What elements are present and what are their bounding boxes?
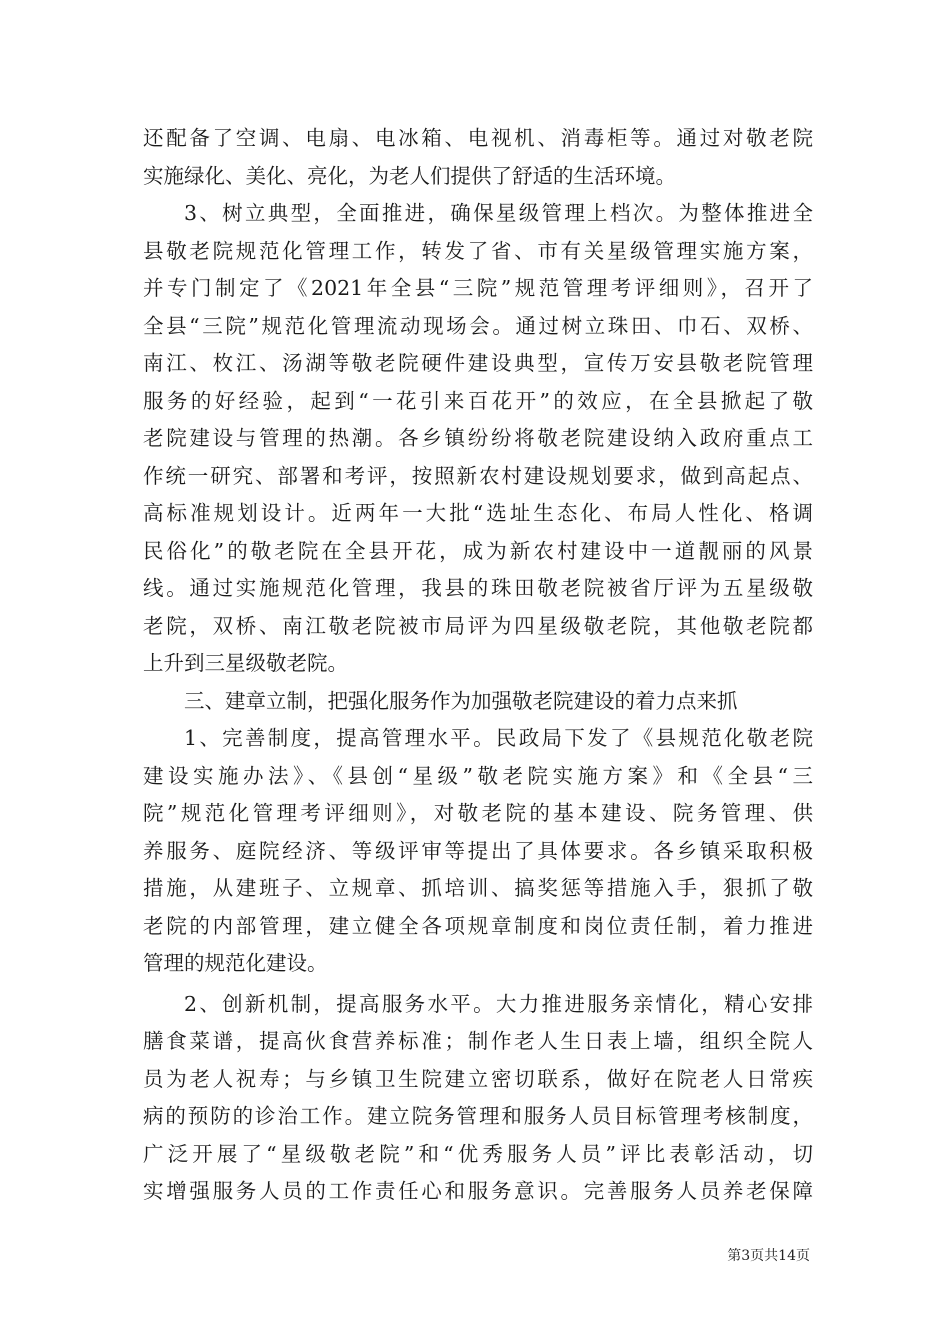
text-line: 南江、枚江、汤湖等敬老院硬件建设典型，宣传万安县敬老院管理: [143, 351, 813, 375]
text-line: 民俗化”的敬老院在全县开花，成为新农村建设中一道靓丽的风景: [143, 538, 813, 563]
text-line: 实增强服务人员的工作责任心和服务意识。完善服务人员养老保障: [143, 1179, 813, 1203]
text-line: 高标准规划设计。近两年一大批“选址生态化、布局人性化、格调: [143, 501, 813, 525]
text-line: 实施绿化、美化、亮化，为老人们提供了舒适的生活环境。: [143, 163, 676, 188]
body-text: [143, 120, 813, 1211]
text-line: 线。通过实施规范化管理，我县的珠田敬老院被省厅评为五星级敬: [143, 576, 813, 600]
text-line: 院”规范化管理考评细则》，对敬老院的基本建设、院务管理、供: [143, 801, 813, 825]
text-line: 措施，从建班子、立规章、抓培训、搞奖惩等措施入手，狠抓了敬: [143, 876, 813, 900]
text-line: 服务的好经验，起到“一花引来百花开”的效应，在全县掀起了敬: [143, 388, 813, 413]
text-line: 广泛开展了“星级敬老院”和“优秀服务人员”评比表彰活动，切: [143, 1141, 813, 1166]
text-line: 全县“三院”规范化管理流动现场会。通过树立珠田、巾石、双桥、: [143, 313, 813, 338]
text-line: 养服务、庭院经济、等级评审等提出了具体要求。各乡镇采取积极: [143, 838, 813, 863]
text-line: 作统一研究、部署和考评，按照新农村建设规划要求，做到高起点、: [143, 463, 813, 488]
text-line: 并专门制定了《2021年全县“三院”规范管理考评细则》，召开了: [143, 276, 813, 300]
text-line: 3、树立典型，全面推进，确保星级管理上档次。为整体推进全: [184, 201, 813, 225]
text-line: 1、完善制度，提高管理水平。民政局下发了《县规范化敬老院: [184, 726, 813, 750]
text-line: 老院，双桥、南江敬老院被市局评为四星级敬老院，其他敬老院都: [143, 613, 813, 638]
text-line: 老院建设与管理的热潮。各乡镇纷纷将敬老院建设纳入政府重点工: [143, 426, 813, 450]
text-line: 病的预防的诊治工作。建立院务管理和服务人员目标管理考核制度，: [143, 1104, 813, 1128]
text-line: 老院的内部管理，建立健全各项规章制度和岗位责任制，着力推进: [143, 913, 813, 938]
page-number-footer: 第3页共14页: [727, 1248, 810, 1264]
text-line: 2、创新机制，提高服务水平。大力推进服务亲情化，精心安排: [184, 991, 813, 1016]
text-line: 管理的规范化建设。: [143, 951, 328, 975]
text-line: 膳食菜谱，提高伙食营养标准；制作老人生日表上墙，组织全院人: [143, 1029, 813, 1053]
text-line: 县敬老院规范化管理工作，转发了省、市有关星级管理实施方案，: [143, 238, 813, 263]
text-line: 员为老人祝寿；与乡镇卫生院建立密切联系，做好在院老人日常疾: [143, 1066, 813, 1091]
text-line: 上升到三星级敬老院。: [143, 651, 348, 675]
text-line: 还配备了空调、电扇、电冰箱、电视机、消毒柜等。通过对敬老院: [143, 126, 813, 150]
section-heading: 三、建章立制，把强化服务作为加强敬老院建设的着力点来抓: [184, 688, 738, 713]
text-line: 建设实施办法》、《县创“星级”敬老院实施方案》和《全县“三: [143, 763, 813, 788]
